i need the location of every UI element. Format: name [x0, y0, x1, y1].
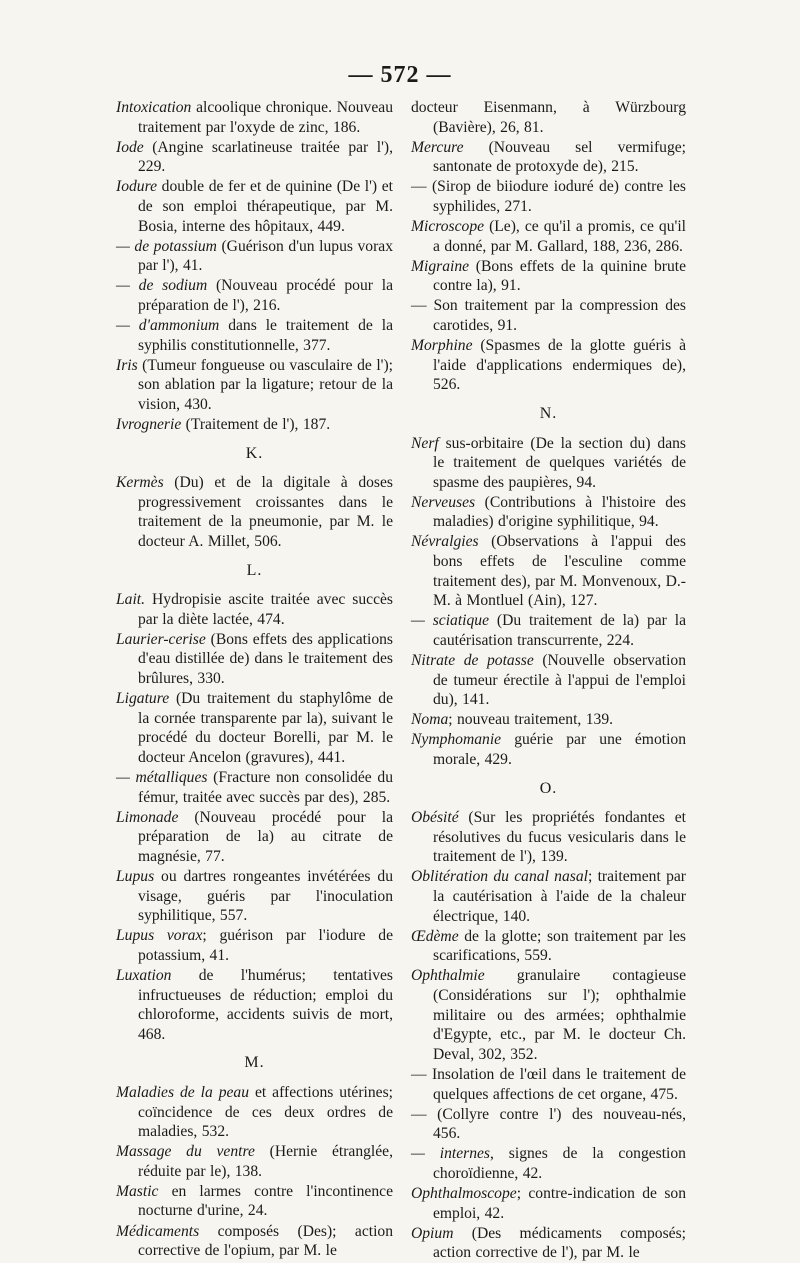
entry-text: (Des médicaments composés; action corrective de l'), par M. le	[433, 1224, 686, 1262]
index-entry	[411, 177, 686, 216]
entry-headword: Massage du ventre	[116, 1143, 255, 1161]
entry-headword: Obésité	[411, 809, 459, 827]
entry-headword: Migraine	[411, 257, 470, 275]
index-entry	[411, 138, 686, 177]
entry-headword: Mastic	[116, 1182, 159, 1200]
index-entry	[116, 689, 393, 767]
section-letter: K.	[245, 444, 264, 462]
entry-text: (Fracture non consolidée du fémur, traitée avec succès par des), 285.	[138, 769, 393, 806]
entry-text: (Nouvelle observation de tumeur érectile à l'appui de l'emploi du), 141.	[433, 652, 687, 709]
entry-text: Hydropisie ascite traitée avec succès par la diète lactée, 474.	[138, 591, 393, 628]
entry-headword: Noma	[411, 711, 449, 729]
entry-text: (Du traitement du staphylôme de la cornée transparente par la), suivant le procédé du docteur Borelli, par M. le docteur Ancelon (gravures), 441.	[138, 690, 393, 766]
entry-text: composés (Des); action corrective de l'opium, par M. le	[138, 1222, 393, 1260]
section-letter: N.	[539, 404, 558, 422]
entry-headword: — internes	[411, 1145, 490, 1163]
entry-text: — Insolation de l'œil dans le traitement de quelques affections de cet organe, 475.	[411, 1065, 686, 1103]
entry-text: ou dartres rongeantes invétérées du visage, guéris par l'inoculation syphilitique, 557.	[138, 867, 393, 925]
index-entry	[116, 356, 393, 415]
section-letter: O.	[539, 779, 558, 797]
index-entry	[411, 927, 686, 966]
entry-headword: Luxation	[116, 966, 172, 984]
entry-text: ; guérison par l'iodure de potassium, 41.	[138, 927, 393, 964]
index-entry	[411, 730, 686, 769]
entry-text: ; nouveau traitement, 139.	[448, 711, 614, 729]
entry-text: (Nouveau sel vermifuge; santonate de protoxyde de), 215.	[433, 138, 686, 176]
index-entry	[411, 808, 686, 867]
index-entry	[411, 966, 686, 1064]
index-entry	[116, 590, 393, 629]
entry-text: (Spasmes de la glotte guéris à l'aide d'applications endermiques de), 526.	[433, 337, 686, 394]
entry-headword: Kermès	[116, 474, 164, 492]
index-entry	[116, 1222, 393, 1261]
entry-text: (Bons effets de la quinine brute contre la), 91.	[433, 257, 686, 295]
entry-headword: Iodure	[116, 178, 157, 196]
entry-headword: Iode	[116, 138, 144, 156]
entry-headword: Iris	[116, 356, 138, 374]
index-entry	[411, 651, 686, 710]
index-entry	[116, 415, 393, 435]
entry-headword: Lait.	[116, 591, 146, 609]
index-entry	[116, 966, 393, 1044]
entry-headword: Oblitération du canal nasal	[411, 868, 588, 886]
index-entry	[411, 1224, 686, 1263]
entry-headword: Mercure	[411, 138, 464, 156]
index-entry	[116, 316, 393, 355]
entry-headword: Nymphomanie	[411, 731, 502, 749]
entry-text: de la glotte; son traitement par les scarifications, 559.	[433, 927, 686, 965]
entry-text: (Hernie étranglée, réduite par le), 138.	[138, 1143, 394, 1180]
entry-text: docteur Eisenmann, à Würzbourg (Bavière), 26, 81.	[411, 99, 686, 136]
entry-headword: Médicaments	[116, 1222, 200, 1240]
left-column	[116, 98, 393, 1261]
entry-headword: Morphine	[411, 337, 473, 355]
index-entry	[116, 276, 393, 315]
entry-text: sus-orbitaire (De la section du) dans le traitement de quelques variétés de spasme des paupières, 94.	[433, 434, 686, 491]
entry-text: (Nouveau procédé pour la préparation de l'), 216.	[138, 277, 393, 314]
entry-headword: Ligature	[116, 690, 170, 708]
index-entry	[411, 98, 686, 137]
entry-text: — (Sirop de biiodure ioduré de) contre les syphilides, 271.	[411, 178, 686, 215]
entry-headword: Lupus	[116, 867, 155, 885]
entry-text: (Du traitement de la) par la cautérisation transcurrente, 224.	[433, 612, 686, 649]
entry-headword: Intoxication	[116, 99, 192, 116]
entry-headword: — sciatique	[411, 612, 490, 630]
entry-text: ; contre-indication de son emploi, 42.	[433, 1184, 686, 1222]
entry-text: , signes de la congestion choroïdienne, 42.	[433, 1145, 686, 1182]
index-entry	[411, 532, 686, 610]
entry-headword: Opium	[411, 1224, 454, 1242]
index-entry	[411, 493, 686, 532]
entry-headword: Névralgies	[411, 533, 479, 551]
index-entry	[116, 1182, 393, 1221]
section-letter: L.	[246, 561, 263, 579]
entry-text: de l'humérus; tentatives infructueuses de réduction; emploi du chloroforme, accidents suivis de mort, 468.	[138, 966, 393, 1043]
entry-headword: Œdème	[411, 927, 459, 945]
entry-headword: Microscope	[411, 218, 485, 236]
index-entry	[116, 138, 393, 177]
entry-text: double de fer et de quinine (De l') et de son emploi thérapeutique, par M. Bosia, interne des hôpitaux, 449.	[138, 178, 393, 235]
index-entry	[116, 630, 393, 689]
entry-text: (Nouveau procédé pour la préparation de la) au citrate de magnésie, 77.	[138, 808, 393, 865]
entry-text: (Observations à l'appui des bons effets de l'esculine comme traitement des), par M. Monvenoux, D.-M. à Montluel (Ain), 127.	[433, 533, 686, 610]
entry-text: (Tumeur fongueuse ou vasculaire de l'); son ablation par la ligature; retour de la vision, 430.	[137, 356, 393, 413]
index-entry	[411, 1184, 686, 1223]
entry-headword: — de potassium	[116, 237, 217, 255]
index-entry	[411, 1144, 686, 1183]
entry-text: (Bons effets des applications d'eau distillée de) dans le traitement des brûlures, 330.	[138, 630, 393, 688]
index-entry	[116, 98, 393, 137]
entry-headword: Lupus vorax	[116, 927, 203, 945]
index-entry	[411, 710, 686, 730]
entry-text: (Contributions à l'histoire des maladies) d'origine syphilitique, 94.	[433, 493, 686, 531]
entry-text: (Guérison d'un lupus vorax par l'), 41.	[138, 237, 393, 275]
entry-text: (Du) et de la digitale à doses progressivement croissantes dans le traitement de la pneumonie, par M. le docteur A. Millet, 506.	[138, 474, 393, 550]
index-entry	[411, 217, 686, 256]
index-entry	[411, 257, 686, 296]
entry-text: en larmes contre l'incontinence nocturne d'urine, 24.	[138, 1182, 393, 1220]
entry-text: granulaire contagieuse (Considérations sur l'); ophthalmie militaire ou des armées; ophthalmie d'Egypte, etc., par M. le docteur Ch. Deval, 302, 352.	[433, 967, 686, 1063]
entry-headword: Ivrognerie	[116, 416, 182, 433]
index-entry	[116, 237, 393, 276]
entry-headword: Ophthalmoscope	[411, 1184, 517, 1202]
index-entry	[116, 177, 393, 236]
index-entry	[116, 926, 393, 965]
entry-headword: Nerf	[411, 434, 439, 452]
section-letter: M.	[244, 1054, 265, 1072]
index-entry	[411, 434, 686, 493]
index-entry	[411, 867, 686, 926]
entry-text: (Le), ce qu'il a promis, ce qu'il a donné, par M. Gallard, 188, 236, 286.	[433, 218, 686, 255]
index-entry	[411, 611, 686, 650]
page-number: — 572 —	[348, 62, 452, 88]
entry-text: — (Collyre contre l') des nouveau-nés, 456.	[411, 1105, 686, 1143]
entry-text: guérie par une émotion morale, 429.	[433, 731, 686, 768]
entry-text: — Son traitement par la compression des carotides, 91.	[411, 297, 686, 335]
index-entry	[411, 296, 686, 335]
index-entry	[116, 473, 393, 551]
entry-headword: Maladies de la peau	[116, 1083, 250, 1101]
index-entry	[411, 336, 686, 395]
entry-headword: — de sodium	[116, 277, 208, 295]
entry-text: ; traitement par la cautérisation à l'aide de la chaleur électrique, 140.	[433, 868, 686, 925]
entry-headword: Nerveuses	[411, 493, 476, 511]
entry-text: (Angine scarlatineuse traitée par l'), 229.	[138, 138, 393, 176]
right-column	[411, 98, 686, 1263]
entry-headword: — métalliques	[116, 769, 208, 786]
entry-text: et affections utérines; coïncidence de ces deux ordres de maladies, 532.	[138, 1083, 394, 1141]
index-entry	[116, 867, 393, 926]
entry-text: dans le traitement de la syphilis constitutionnelle, 377.	[138, 317, 393, 354]
index-entry	[116, 1083, 393, 1142]
entry-text: alcoolique chronique. Nouveau traitement par l'oxyde de zinc, 186.	[138, 99, 393, 136]
entry-headword: Ophthalmie	[411, 967, 485, 985]
index-entry	[411, 1105, 686, 1144]
entry-text: (Traitement de l'), 187.	[181, 416, 331, 433]
entry-headword: Laurier-cerise	[116, 630, 206, 648]
index-entry	[411, 1065, 686, 1104]
entry-headword: — d'ammonium	[116, 317, 220, 335]
entry-text: (Sur les propriétés fondantes et résolutives du fucus vesicularis dans le traitement de l'), 139.	[433, 809, 686, 866]
entry-headword: Limonade	[116, 808, 179, 826]
entry-headword: Nitrate de potasse	[411, 652, 534, 670]
index-entry	[116, 808, 393, 867]
index-entry	[116, 1142, 393, 1181]
index-entry	[116, 768, 393, 807]
